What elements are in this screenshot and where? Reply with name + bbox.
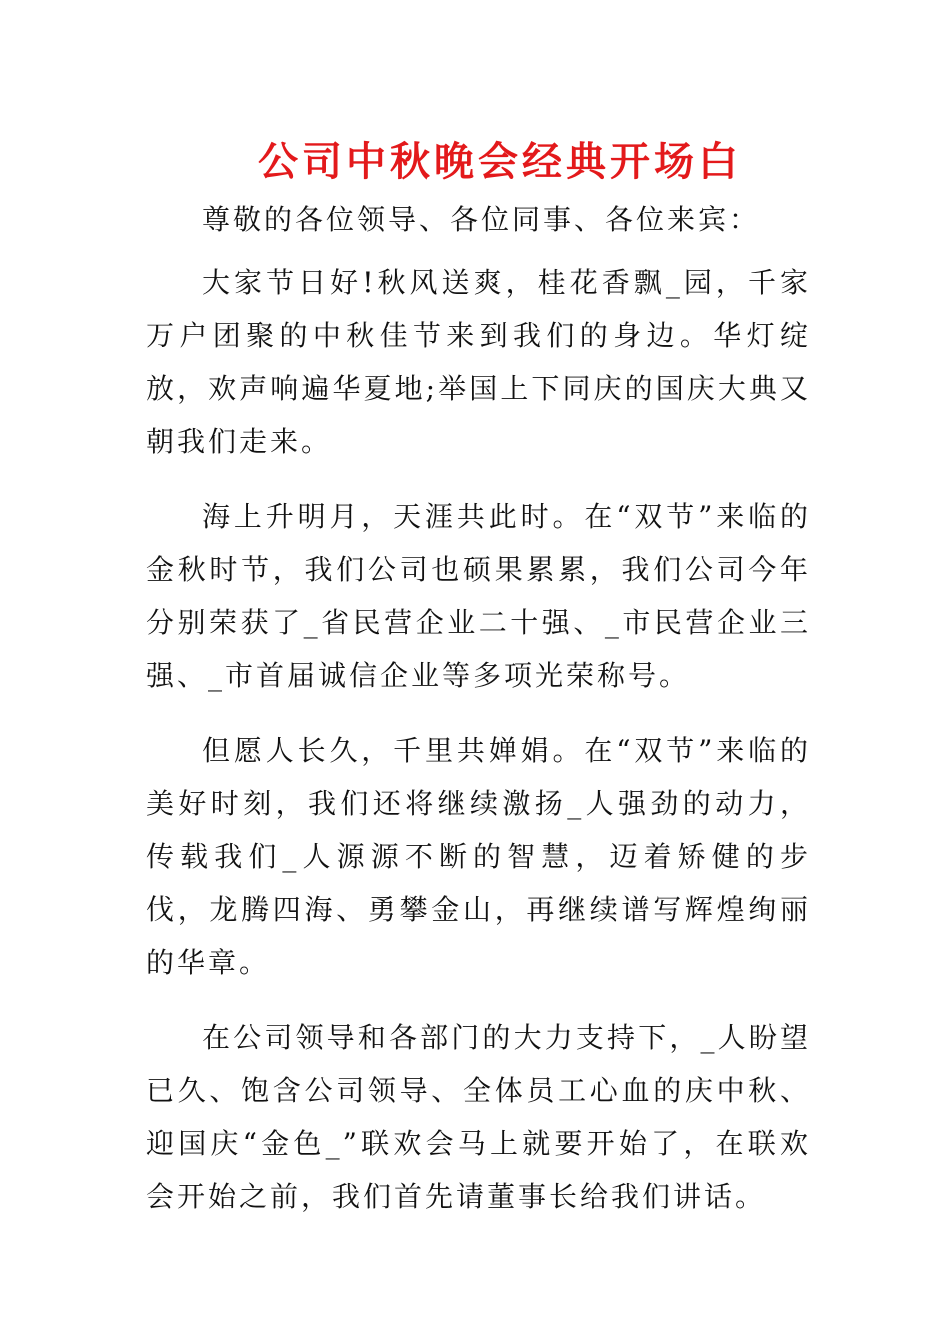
achievements-paragraph: 海上升明月，天涯共此时。在“双节”来临的金秋时节，我们公司也硕果累累，我们公司今年分别荣获了_省民营企业二十强、_市民营企业三强、_市首届诚信企业等多项光荣称号。: [146, 500, 811, 692]
greeting-paragraph: 大家节日好!秋风送爽，桂花香飘_园，千家万户团聚的中秋佳节来到我们的身边。华灯绽放，欢声响遍华夏地;举国上下同庆的国庆大典又朝我们走来。: [146, 266, 811, 458]
document-title: 公司中秋晚会经典开场白: [258, 138, 742, 185]
salutation-paragraph: 尊敬的各位领导、各位同事、各位来宾：: [202, 203, 761, 236]
wishes-paragraph: 但愿人长久，千里共婵娟。在“双节”来临的美好时刻，我们还将继续激扬_人强劲的动力，传载我们_人源源不断的智慧，迈着矫健的步伐，龙腾四海、勇攀金山，再继续谱写辉煌绚丽的华章。: [146, 734, 811, 979]
closing-paragraph: 在公司领导和各部门的大力支持下，_人盼望已久、饱含公司领导、全体员工心血的庆中秋、迎国庆“金色_”联欢会马上就要开始了，在联欢会开始之前，我们首先请董事长给我们讲话。: [146, 1021, 811, 1213]
document-body: [146, 193, 811, 1245]
